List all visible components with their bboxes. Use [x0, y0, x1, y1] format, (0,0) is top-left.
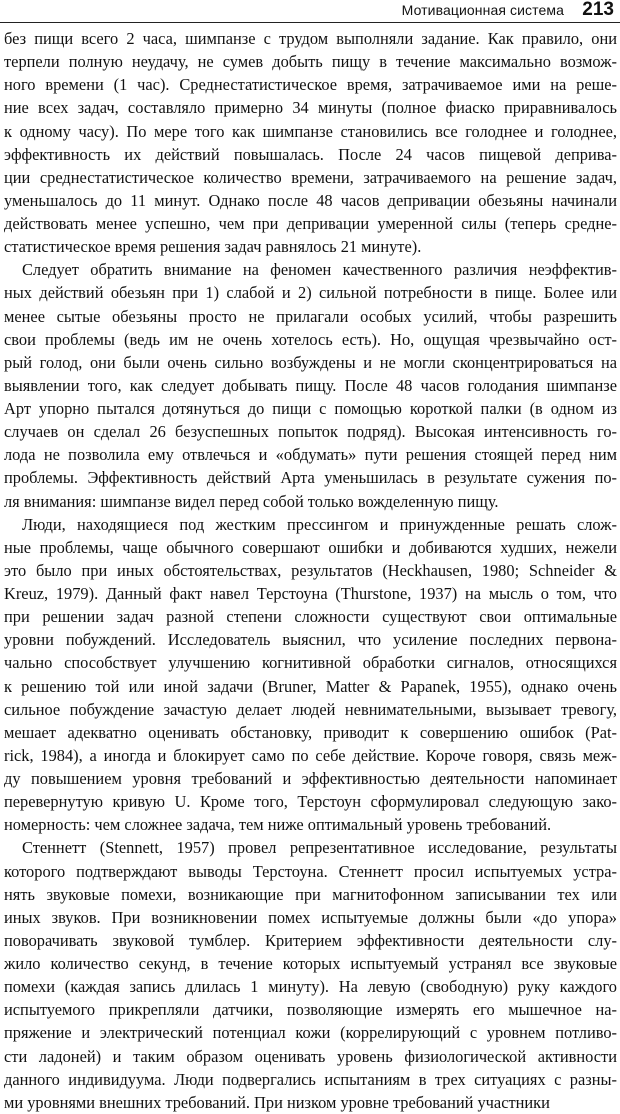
text-line: данного индивидуума. Люди подвергались испытаниям в трех ситуациях с разны-	[4, 1069, 617, 1089]
body-text	[4, 27, 617, 1114]
paragraph	[4, 513, 617, 837]
text-line: мешает адекватно оценивать обстановку, приводит к совершению ошибок (Pat-	[4, 722, 617, 742]
paragraph	[4, 258, 617, 512]
text-line: ми уровнями внешних требований. При низком уровне требований участники	[4, 1092, 550, 1112]
text-line: иных звуков. При возникновении помех испытуемые должны были «до упора»	[4, 907, 617, 927]
text-line: случаев он сделал 26 безуспешных попыток подряд). Высокая интенсивность го-	[4, 422, 617, 442]
text-line: нять звуковые помехи, возникающие при магнитофонном записывании тех или	[4, 884, 617, 904]
text-line: выявлении того, как следует добывать пищу. После 48 часов голодания шимпанзе	[4, 375, 617, 395]
text-line: чально способствует улучшению когнитивной обработки сигналов, относящихся	[4, 653, 617, 673]
text-line: Следует обратить внимание на феномен качественного различия неэффектив-	[22, 260, 617, 280]
text-line: ные проблемы, чаще обычного совершают ошибки и добиваются худших, нежели	[4, 537, 617, 557]
text-line: жило количество секунд, в течение которых испытуемый устранял все звуковые	[4, 954, 617, 973]
text-line: номерность: чем сложнее задача, тем ниже оптимальный уровень требований.	[4, 815, 552, 835]
text-line: сти ладоней) и таким образом оценивать уровень физиологической активности	[4, 1046, 617, 1066]
text-line: действовать менее успешно, чем при депривации умеренной силы (теперь средне-	[4, 214, 617, 233]
text-line: уменьшалось до 11 минут. Однако после 48 часов депривации обезьяны начинали	[4, 190, 617, 210]
text-line: менее сытые обезьяны просто не прилагали особых усилий, чтобы разрешить	[4, 306, 617, 326]
text-line: пряжение и электрический потенциал кожи (коррелирующий с уровнем потливо-	[4, 1023, 617, 1043]
text-line: ля внимания: шимпанзе видел перед собой только вожделенную пищу.	[4, 491, 499, 511]
text-line: ции среднестатистическое количество времени, затрачиваемого на решение задач,	[4, 167, 617, 187]
text-line: которого подтверждают выводы Терстоуна. Стеннетт просил испытуемых устра-	[4, 861, 617, 881]
text-line: лода не позволила ему отвлечься и «обдумать» пути решения стоящей перед ним	[4, 445, 617, 465]
paragraph	[4, 836, 617, 1114]
text-line: поворачивать звуковой тумблер. Критерием эффективности деятельности слу-	[4, 930, 617, 950]
text-line: Kreuz, 1979). Данный факт навел Терстоуна (Thurstone, 1937) на мысль о том, что	[4, 584, 617, 603]
text-line: Стеннетт (Stennett, 1957) провел репрезентативное исследование, результаты	[22, 838, 617, 858]
text-line: к одному часу). По мере того как шимпанзе становились все голоднее и голоднее,	[4, 121, 617, 141]
text-line: уровни побуждений. Исследователь выяснил, что усиление последних первона-	[4, 630, 617, 650]
text-line: помехи (каждая запись длилась 1 минуту). На левую (свободную) руку каждого	[4, 977, 617, 997]
text-line: проблемы. Эффективность действий Арта уменьшилась в результате сужения по-	[4, 468, 617, 488]
text-line: рый голод, они были очень сильно возбуждены и не могли сконцентрироваться на	[4, 352, 617, 372]
text-line: ных действий обезьян при 1) слабой и 2) сильной потребности в пище. Более или	[4, 283, 617, 303]
text-line: сильное побуждение зачастую делает людей невнимательными, вызывает тревогу,	[4, 699, 617, 719]
text-line: эффективность их действий повышалась. После 24 часов пищевой деприва-	[4, 144, 617, 164]
text-line: Арт упорно пытался дотянуться до пищи с помощью короткой палки (в одном из	[4, 399, 617, 418]
paragraph	[4, 27, 617, 258]
text-line: Люди, находящиеся под жестким прессингом и принужденные решать слож-	[22, 514, 617, 534]
text-line: терпели полную неудачу, не сумев добыть пищу в течение максимально возмож-	[4, 52, 617, 72]
text-line: ного времени (1 час). Среднестатистическое время, затрачиваемое ими на реше-	[4, 75, 617, 95]
page-number: 213	[582, 0, 614, 20]
text-line: перевернутую кривую U. Кроме того, Терстоун сформулировал следующую зако-	[4, 792, 617, 812]
text-line: статистическое время решения задач равнялось 21 минуте).	[4, 237, 422, 257]
text-line: ние всех задач, составляло примерно 34 минуты (полное фиаско приравнивалось	[4, 98, 617, 118]
text-line: это было при иных обстоятельствах, результатов (Heckhausen, 1980; Schneider &	[4, 560, 617, 580]
text-line: rick, 1984), а иногда и блокирует само по себе действие. Короче говоря, связь меж-	[4, 745, 617, 765]
text-line: ду повышением уровня требований и эффективностью деятельности напоминает	[4, 769, 617, 788]
text-line: свои проблемы (ведь им не очень хотелось есть). Но, ощущая чрезвычайно ост-	[4, 329, 617, 349]
chapter-title: Мотивационная система	[401, 2, 564, 18]
running-header	[0, 0, 620, 26]
text-line: к решению той или иной задачи (Bruner, Matter & Papanek, 1955), однако очень	[4, 676, 617, 696]
text-line: при решении задач разной степени сложности существуют свои оптимальные	[4, 607, 617, 627]
text-line: испытуемого прикрепляли датчики, позволяющие измерять его мышечное на-	[4, 1000, 617, 1020]
header-divider	[0, 22, 620, 23]
text-line: без пищи всего 2 часа, шимпанзе с трудом выполняли задание. Как правило, они	[4, 29, 617, 48]
